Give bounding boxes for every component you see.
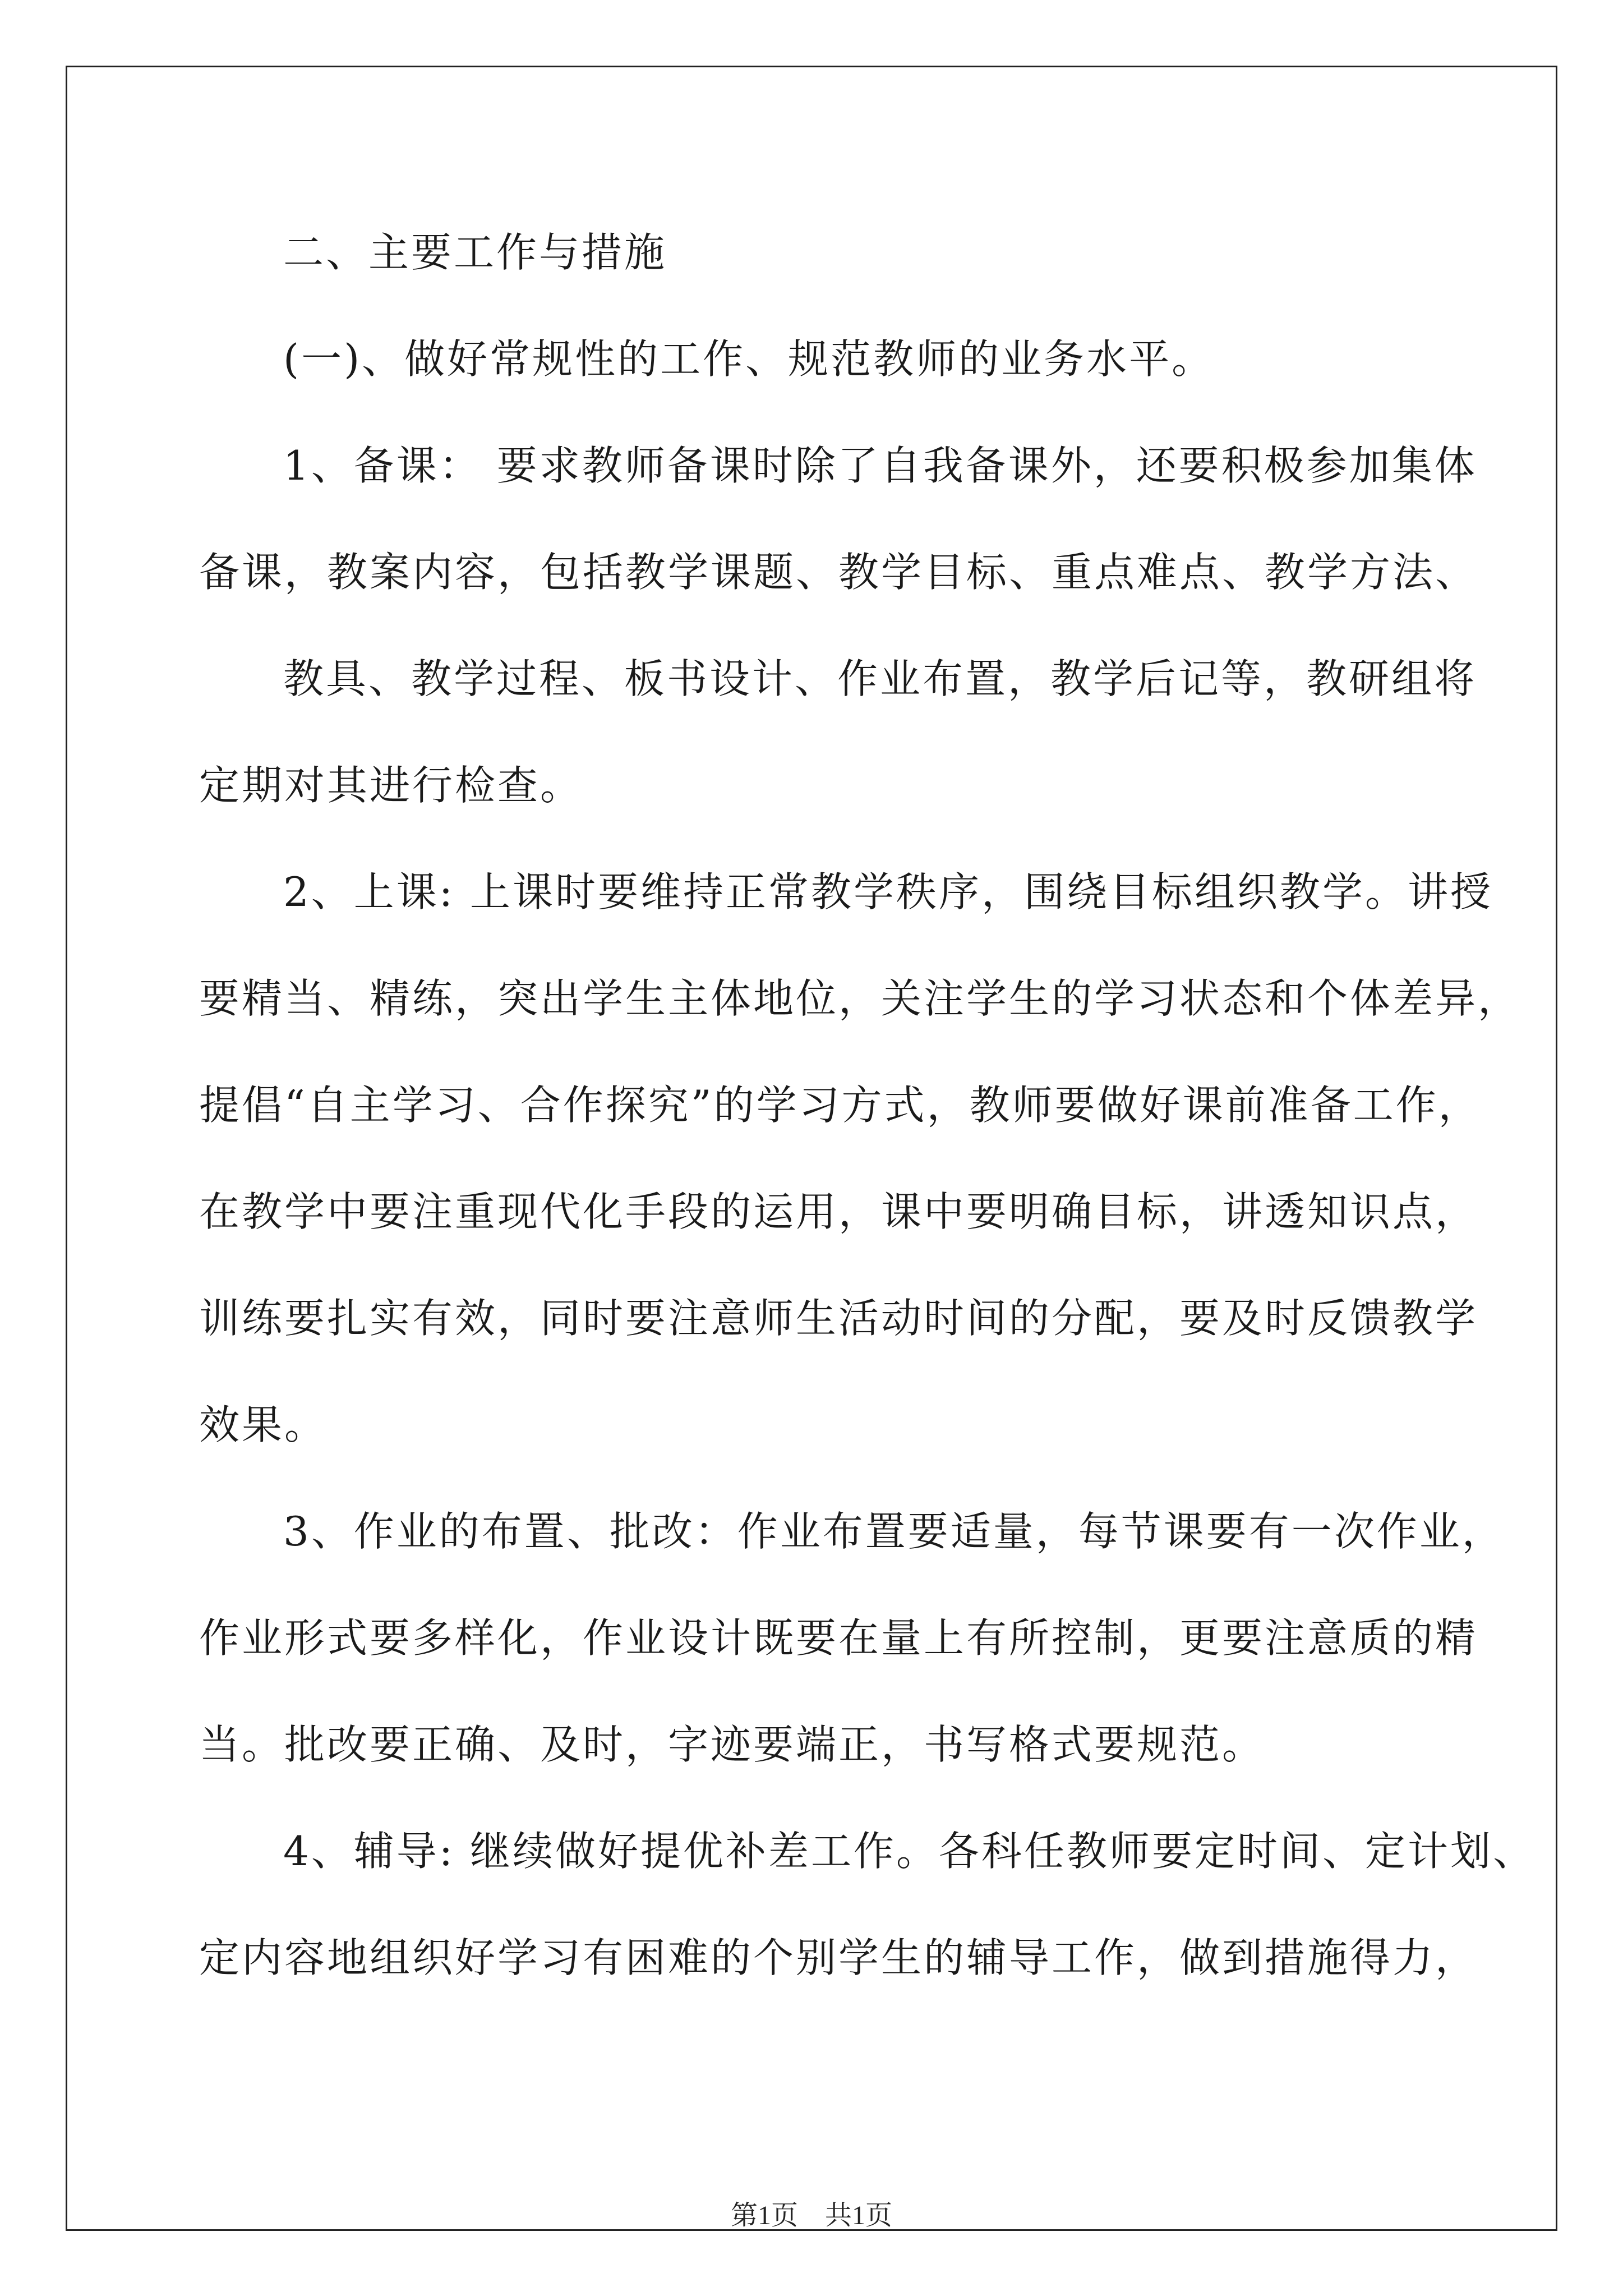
paragraph-line: 在教学中要注重现代化手段的运用，课中要明确目标，讲透知识点，	[199, 1188, 1478, 1235]
paragraph-line: 3、作业的布置、批改：作业布置要适量，每节课要有一次作业，	[283, 1508, 1505, 1555]
paragraph-line: 效果。	[199, 1401, 328, 1448]
paragraph-line: 定内容地组织好学习有困难的个别学生的辅导工作，做到措施得力，	[199, 1934, 1478, 1981]
paragraph-line: 提倡“自主学习、合作探究”的学习方式，教师要做好课前准备工作，	[199, 1082, 1481, 1129]
paragraph-line: 训练要扎实有效，同时要注意师生活动时间的分配，要及时反馈教学	[199, 1295, 1478, 1342]
subsection-heading: (一)、做好常规性的工作、规范教师的业务水平。	[283, 335, 1215, 383]
paragraph-line: 作业形式要多样化，作业设计既要在量上有所控制，更要注意质的精	[199, 1614, 1478, 1662]
page-number: 第1页	[730, 2201, 798, 2230]
section-heading: 二、主要工作与措施	[283, 229, 667, 276]
paragraph-line: 当。批改要正确、及时，字迹要端正，书写格式要规范。	[199, 1721, 1265, 1768]
paragraph-line: 1、备课： 要求教师备课时除了自我备课外，还要积极参加集体	[283, 442, 1477, 489]
page-total: 共1页	[825, 2201, 893, 2230]
paragraph-line: 4、辅导: 继续做好提优补差工作。各科任教师要定时间、定计划、	[283, 1828, 1536, 1875]
page-footer	[0, 2199, 1623, 2233]
paragraph-line: 2、上课: 上课时要维持正常教学秩序，围绕目标组织教学。讲授	[283, 868, 1493, 915]
page-frame	[66, 66, 1557, 2231]
paragraph-line: 教具、教学过程、板书设计、作业布置，教学后记等，教研组将	[283, 655, 1477, 702]
paragraph-line: 要精当、精练，突出学生主体地位，关注学生的学习状态和个体差异，	[199, 975, 1521, 1022]
paragraph-line: 备课，教案内容，包括教学课题、教学目标、重点难点、教学方法、	[199, 549, 1478, 596]
paragraph-line: 定期对其进行检查。	[199, 762, 583, 809]
